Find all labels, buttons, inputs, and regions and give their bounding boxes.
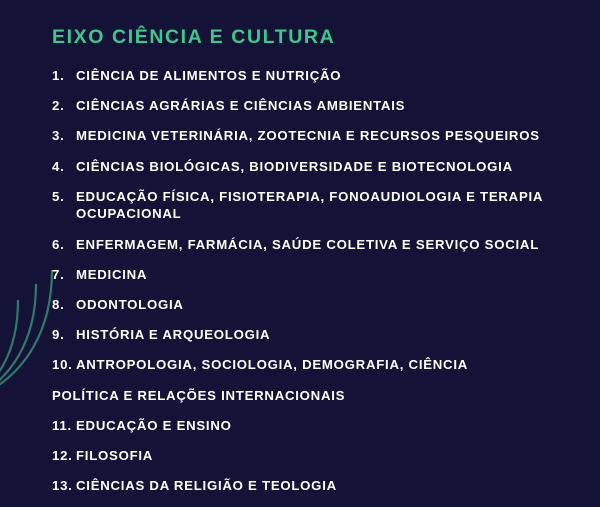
list-item: [52, 97, 580, 115]
list-item-number: 1.: [52, 68, 65, 83]
list-item-label: ODONTOLOGIA: [76, 297, 184, 312]
list-item: [52, 158, 580, 176]
list-item-label: EDUCAÇÃO FÍSICA, FISIOTERAPIA, FONOAUDIOLOGIA E TERAPIA OCUPACIONAL: [76, 188, 543, 222]
list-item-number: 5.: [52, 188, 65, 204]
list-item-label: CIÊNCIA DE ALIMENTOS E NUTRIÇÃO: [76, 68, 342, 83]
list-item: [52, 477, 580, 495]
list-item-label: ANTROPOLOGIA, SOCIOLOGIA, DEMOGRAFIA, CIÊNCIA: [76, 357, 469, 373]
list-item: [52, 326, 580, 344]
list-item-label: CIÊNCIAS DA RELIGIÃO E TEOLOGIA: [76, 478, 337, 494]
list-item-continuation: POLÍTICA E RELAÇÕES INTERNACIONAIS: [52, 387, 346, 403]
list-item-label: MEDICINA: [76, 266, 148, 282]
list-item-number: 9.: [52, 327, 65, 343]
list-item-label: CIÊNCIAS AGRÁRIAS E CIÊNCIAS AMBIENTAIS: [76, 98, 406, 114]
list-item-number: 12.: [52, 447, 73, 463]
list-item-label: CIÊNCIAS BIOLÓGICAS, BIODIVERSIDADE E BIOTECNOLOGIA: [76, 158, 513, 174]
list-item-number: 13.: [52, 478, 73, 494]
list-item: [52, 127, 580, 145]
list-item-number: 6.: [52, 236, 65, 252]
section-title: EIXO CIÊNCIA E CULTURA: [52, 26, 336, 48]
list-item-number: 11.: [52, 417, 72, 433]
list-item-number: 2.: [52, 98, 65, 114]
list-item: [52, 296, 580, 314]
topic-list-part-1: [52, 67, 580, 374]
list-item-label: FILOSOFIA: [76, 447, 154, 463]
list-item-number: 4.: [52, 158, 65, 174]
list-item: [52, 188, 580, 223]
list-item: [52, 356, 580, 374]
list-item: [52, 67, 580, 85]
list-item-label: HISTÓRIA E ARQUEOLOGIA: [76, 327, 271, 343]
list-item-number: 8.: [52, 297, 65, 312]
list-item: [52, 417, 580, 435]
list-item-number: 7.: [52, 266, 65, 282]
list-item-label: ENFERMAGEM, FARMÁCIA, SAÚDE COLETIVA E SERVIÇO SOCIAL: [76, 236, 539, 252]
topic-list-part-2: [52, 417, 580, 495]
list-item: [52, 447, 580, 465]
list-item-label: EDUCAÇÃO E ENSINO: [76, 417, 232, 433]
list-item-number: 3.: [52, 128, 65, 144]
list-item-number: 10.: [52, 357, 73, 373]
list-item: [52, 236, 580, 254]
list-item-label: MEDICINA VETERINÁRIA, ZOOTECNIA E RECURSOS PESQUEIROS: [76, 128, 540, 144]
list-item: [52, 266, 580, 284]
